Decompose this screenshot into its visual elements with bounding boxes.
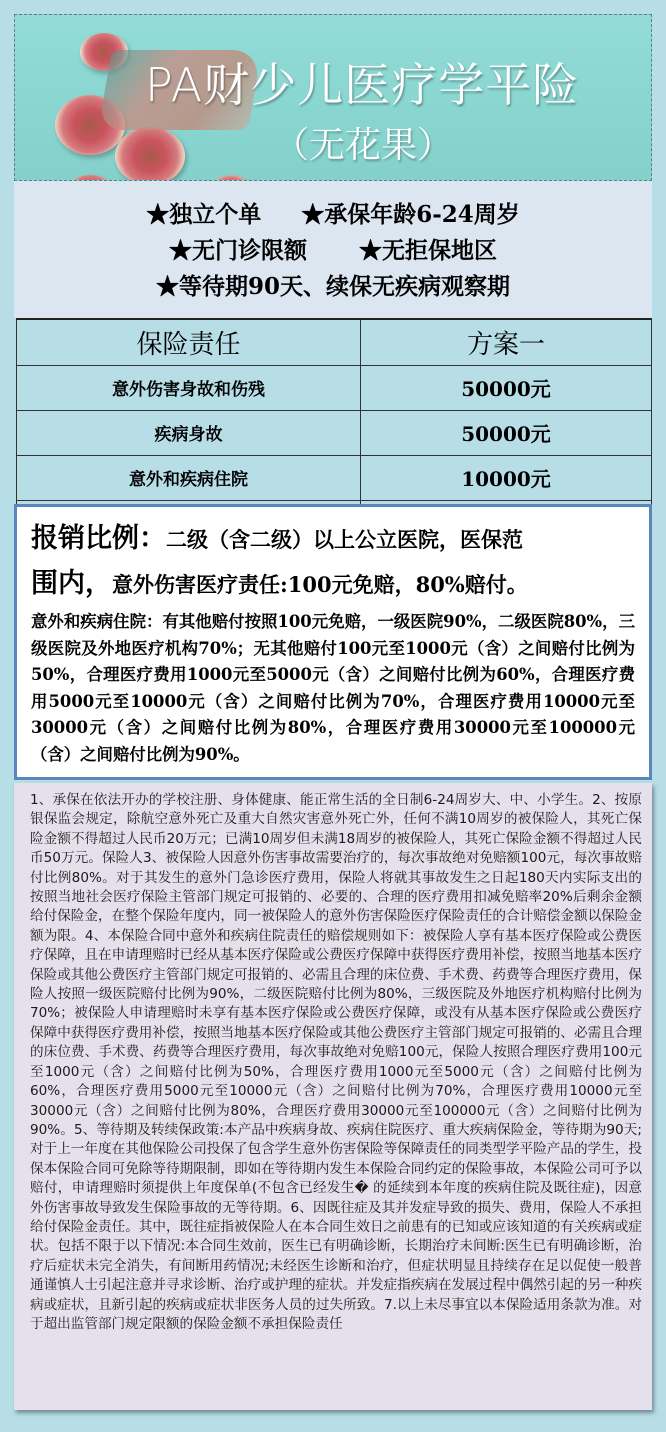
reimbursement-label: 报销比例： [31,523,166,554]
reimbursement-lead-text: 二级（含二级）以上公立医院，医保范 [166,527,523,552]
reimbursement-detail: 意外和疾病住院：有其他赔付按照100元免赔，一级医院90%，二级医院80%，三级医院及外地医疗机构70%；无其他赔付100元至1000元（含）之间赔付比例为50%，合理医疗费用1000元至5000元（含）之间赔付比例为60%，合理医疗费用5000元至10000元（含）之间赔付比例为70%，合理医疗费用10000元至30000元（含）之间赔付比例为80%，合理医疗费用30000元至100000元（含）之间赔付比例为90%。 [31,612,635,764]
coverage-value: 50000元 [361,410,652,455]
terms-box: 1、承保在依法开办的学校注册、身体健康、能正常生活的全日制6-24周岁大、中、小学生。2、按原银保监会规定，除航空意外死亡及重大自然灾害意外死亡外，任何不满10周岁的被保险人，其死亡保险金额不得超过人民币20万元；已满10周岁但未满18周岁的被保险人，其死亡保险金额不得超过人民币50万元。保险人3、被保险人因意外伤害事故需要治疗的，每次事故绝对免赔额100元，每次事故赔付比例80%。对于其发生的意外门急诊医疗费用，保险人将就其事故发生之日起180天内实际支出的按照当地社会医疗保险主管部门规定可报销的、必要的、合理的医疗费用扣减免赔率20%后剩余金额给付保险金，在整个保险年度内，同一被保险人的意外伤害保险医疗保险责任的合计赔偿金额以保险金额为限。4、本保险合同中意外和疾病住院责任的赔偿规则如下：被保险人享有基本医疗保险或公费医疗保障，且在申请理赔时已经从基本医疗保险或公费医疗保障中获得医疗费用补偿，按照当地基本医疗保险或其他公费医疗主管部门规定可报销的、必需且合理的床位费、手术费、药费等合理医疗费用，保险人按照一级医院赔付比例为90%，二级医院赔付比例为80%，三级医院及外地医疗机构赔付比例为70%；被保险人申请理赔时未享有基本医疗保险或公费医疗保障，或没有从基本医疗保险或公费医疗保障中获得医疗费用补偿，按照当地基本医疗保险或其他公费医疗主管部门规定可报销的、必需且合理的床位费、手术费、药费等合理医疗费用，每次事故绝对免赔100元，保险人按照合理医疗费用100元至1000元（含）之间赔付比例为50%，合理医疗费用1000元至5000元（含）之间赔付比例为60%，合理医疗费用5000元至10000元（含）之间赔付比例为70%，合理医疗费用10000元至30000元（含）之间赔付比例为80%，合理医疗费用30000元至100000元（含）之间赔付比例为90%。5、等待期及转续保政策:本产品中疾病身故、疾病住院医疗、重大疾病保险金，等待期为90天;对于上一年度在其他保险公司投保了包含学生意外伤害保险等保障责任的同类型学平险产品的学生，投保本保险合同可免除等待期限制，即如在等待期内发生本保险合同约定的保险事故，本保险公司可予以赔付，申请理赔时须提供上年度保单(不包含已经发生� 的延续到本年度的疾病住院及既往症)，因意外伤害事故导致发生保险事故的无等待期。6、因既往症及其并发症导致的损失、费用，保险人不承担给付保险金责任。其中，既往症指被保险人在本合同生效日之前患有的已知或应该知道的有关疾病或症状。包括不限于以下情况:本合同生效前，医生已有明确诊断，长期治疗未间断:医生已有明确诊断，治疗后症状未完全消失，有间断用药情况;未经医生诊断和治疗，但症状明显且持续存在足以促使一般普通谨慎人士引起注意并寻求诊断、治疗或护理的症状。并发症指疾病在发展过程中偶然引起的另一种疾病或症状，且新引起的疾病或症状非医务人员的过失所致。7.以上未尽事宜以本保险适用条款为准。对于超出监管部门规定限额的保险金额不承担保险责任 [14,783,652,1410]
reimbursement-lead-line2 [31,562,635,607]
banner-title: PA财少儿医疗学平险 [145,58,580,112]
feature-item: ★无门诊限额 [169,237,307,264]
feature-line [14,197,652,233]
coverage-value: 50000元 [361,365,652,410]
column-header-plan: 方案一 [361,319,652,365]
banner [14,14,652,181]
coverage-name: 意外伤害身故和伤残 [17,365,361,410]
fig-image [115,127,185,181]
coverage-name: 疾病身故 [17,410,361,455]
coverage-name: 意外和疾病住院 [17,455,361,500]
feature-item: ★无拒保地区 [359,237,497,264]
banner-subtitle: （无花果） [273,125,454,166]
feature-item: ★独立个单 [146,201,262,228]
feature-line [14,233,652,269]
feature-item: ★承保年龄6-24周岁 [301,201,520,228]
reimbursement-lead-big: 围内， [31,568,112,599]
table-row [17,410,652,455]
reimbursement-box [14,504,652,780]
coverage-value: 10000元 [361,455,652,500]
features-box [14,181,652,318]
table-header-row [17,319,652,365]
feature-line [14,269,652,305]
column-header-coverage: 保险责任 [17,319,361,365]
reimbursement-lead-text-2: 意外伤害医疗责任:100元免赔，80%赔付。 [112,572,528,597]
reimbursement-lead [31,517,635,562]
table-row [17,455,652,500]
table-row [17,365,652,410]
feature-item: ★等待期90天、续保无疾病观察期 [155,273,510,300]
